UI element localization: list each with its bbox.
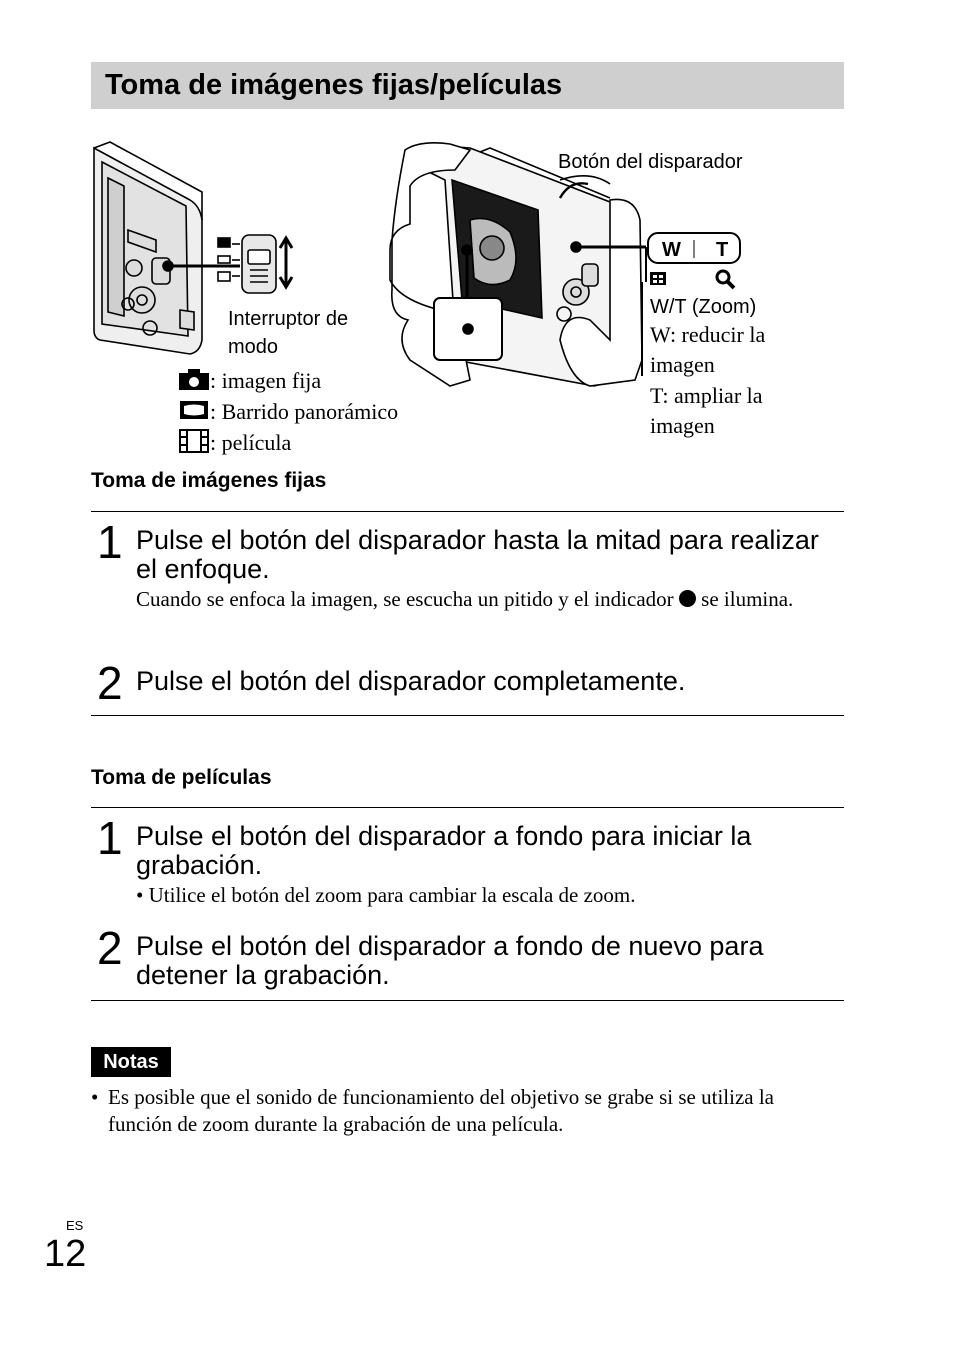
zoom-label: W/T (Zoom) — [650, 296, 757, 318]
legend-panorama — [178, 397, 398, 427]
movie-step-2-number: 2 — [97, 922, 123, 974]
zoom-w-description: W: reducir la imagen — [650, 322, 766, 377]
indicator-dot-icon — [679, 590, 696, 607]
still-step-2-number: 2 — [97, 657, 123, 709]
legend-movie — [178, 428, 291, 458]
still-step-1-number: 1 — [97, 516, 123, 568]
legend-still-text: : imagen fija — [210, 368, 322, 393]
movie-step-1-note-item: • Utilice el botón del zoom para cambiar la escala de zoom. — [136, 883, 636, 907]
still-step-1-note-before: Cuando se enfoca la imagen, se escucha un pitido y el indicador — [136, 587, 674, 611]
movie-step-1-text: Pulse el botón del disparador a fondo para iniciar la grabación. — [136, 821, 752, 880]
zoom-in-icon — [717, 271, 734, 288]
still-heading: Toma de imágenes fijas — [91, 469, 327, 492]
zoom-out-icon — [650, 272, 666, 285]
note-item: • Es posible que el sonido de funcionamiento del objetivo se grabe si se utiliza la función de zoom durante la grabación de una película. — [91, 1084, 831, 1138]
still-step-1-note — [136, 584, 826, 615]
legend-still — [178, 366, 321, 396]
divider — [91, 1000, 844, 1001]
divider — [91, 511, 844, 512]
page-title: Toma de imágenes fijas/películas — [105, 69, 563, 101]
divider — [91, 715, 844, 716]
movie-step-1-number: 1 — [97, 812, 123, 864]
camera-right-drawing — [390, 143, 642, 386]
zoom-t-label: T — [716, 239, 729, 261]
divider — [91, 807, 844, 808]
still-step-1-note-after: se ilumina. — [701, 587, 794, 611]
zoom-t-description: T: ampliar la imagen — [650, 383, 763, 438]
movie-step-1-note: Utilice el botón del zoom para cambiar la escala de zoom. — [148, 883, 636, 907]
movie-step-2-text: Pulse el botón del disparador a fondo de nuevo para detener la grabación. — [136, 931, 764, 990]
page-number: 12 — [44, 1233, 87, 1275]
panorama-icon — [178, 398, 210, 422]
camera-icon — [178, 367, 210, 391]
shutter-button-label: Botón del disparador — [558, 151, 743, 173]
still-step-1-text: Pulse el botón del disparador hasta la mitad para realizar el enfoque. — [136, 525, 819, 584]
movie-icon — [178, 428, 210, 454]
legend-movie-text: : película — [210, 430, 292, 455]
legend-panorama-text: : Barrido panorámico — [210, 399, 399, 424]
camera-left-drawing — [94, 142, 202, 354]
still-step-2-text: Pulse el botón del disparador completamente. — [136, 666, 686, 696]
notes-label: Notas — [91, 1047, 171, 1077]
section-title-bar — [91, 62, 844, 109]
zoom-w-label: W — [662, 239, 681, 261]
mode-switch-label: Interruptor de modo — [228, 308, 349, 358]
note-text: Es posible que el sonido de funcionamiento del objetivo se grabe si se utiliza la función de zoom durante la grabación de una película. — [108, 1085, 775, 1136]
language-code: ES — [66, 1218, 84, 1233]
movie-heading: Toma de películas — [91, 766, 272, 789]
